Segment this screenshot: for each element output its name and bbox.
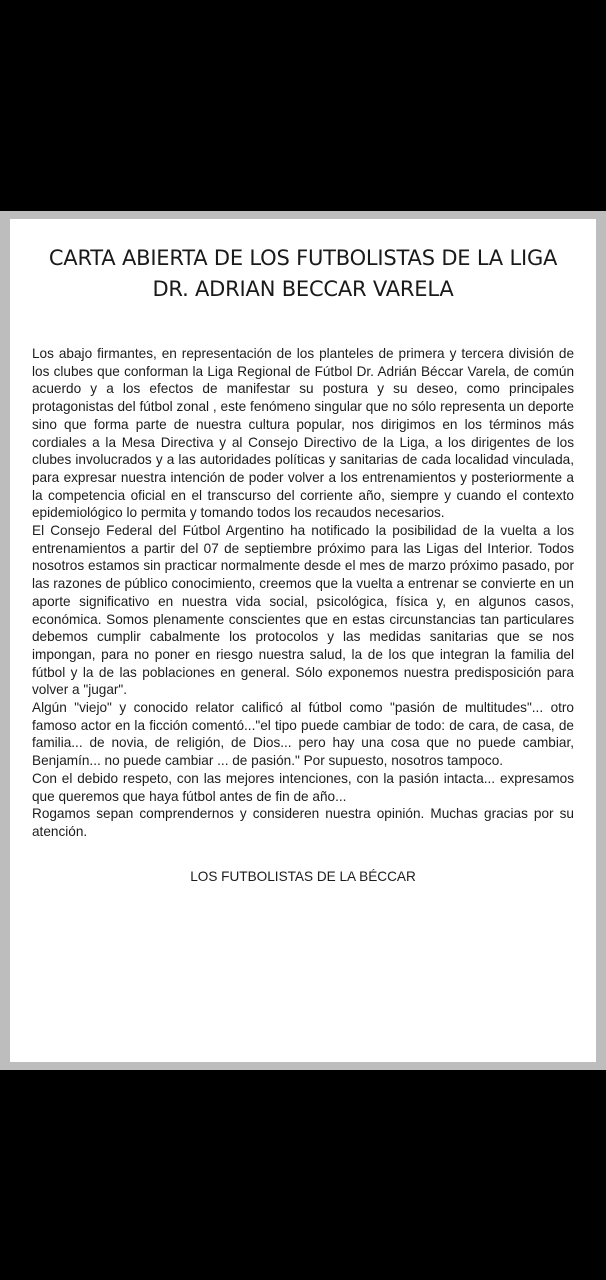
paragraph-passion: Algún "viejo" y conocido relator calificó al fútbol como "pasión de multitudes"... otro famoso actor en la ficción comentó..."el tipo puede cambiar de todo: de cara, de casa, de familia... de novia, de religión, de Dios... pero hay una cosa que no puede cambiar, Benjamín... no puede cambiar ... de pasión." Por supuesto, nosotros tampoco. <box>32 700 574 769</box>
title-line-1: CARTA ABIERTA DE LOS FUTBOLISTAS DE LA LIGA <box>48 246 558 270</box>
letter-body <box>32 345 574 841</box>
title-line-2: DR. ADRIAN BECCAR VARELA <box>152 277 454 301</box>
letter-sheet <box>10 219 596 1062</box>
paragraph-federal-council: El Consejo Federal del Fútbol Argentino ha notificado la posibilidad de la vuelta a los entrenamientos a partir del 07 de septiembre próximo para las Ligas del Interior. Todos nosotros estamos sin practicar normalmente desde el mes de marzo próximo pasado, por las razones de público conocimiento, creemos que la vuelta a entrenar se convierte en un aporte significativo en nuestra vida social, psicológica, física y, en algunos casos, económica. Somos plenamente conscientes que en estas circunstancias tan particulares debemos cumplir cabalmente los protocolos y las medidas sanitarias que se nos impongan, para no poner en riesgo nuestra salud, la de los que integran la familia del fútbol y la de las poblaciones en general. Sólo exponemos nuestra predisposición para volver a "jugar". <box>32 523 574 698</box>
letter-signature: LOS FUTBOLISTAS DE LA BÉCCAR <box>190 868 416 884</box>
letter-title <box>32 243 574 305</box>
paragraph-closing: Rogamos sepan comprendernos y consideren nuestra opinión. Muchas gracias por su atención. <box>32 806 574 839</box>
paragraph-respect: Con el debido respeto, con las mejores intenciones, con la pasión intacta... expresamos que queremos que haya fútbol antes de fin de año... <box>32 770 574 804</box>
paragraph-intro: Los abajo firmantes, en representación de los planteles de primera y tercera división de los clubes que conforman la Liga Regional de Fútbol Dr. Adrián Béccar Varela, de común acuerdo y a los efectos de manifestar su postura y su deseo, como principales protagonistas del fútbol zonal , este fenómeno singular que no sólo representa un deporte sino que forma parte de nuestra cultura popular, nos dirigimos en los términos más cordiales a la Mesa Directiva y al Consejo Directivo de la Liga, a los dirigentes de los clubes involucrados y a las autoridades políticas y sanitarias de cada localidad vinculada, para expresar nuestra intención de poder volver a los entrenamientos y posteriormente a la competencia oficial en el transcurso del corriente año, siempre y cuando el contexto epidemiológico lo permita y tomando todos los recaudos necesarios. <box>32 346 574 521</box>
image-frame <box>0 211 606 1070</box>
